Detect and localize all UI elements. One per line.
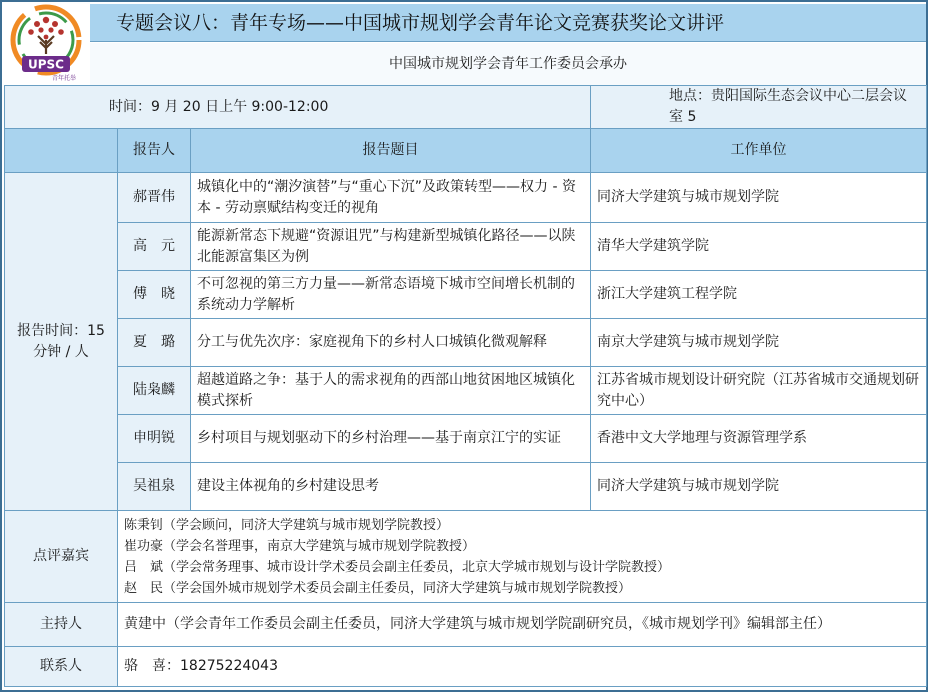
tree-logo-icon <box>4 4 88 84</box>
table-row <box>5 367 927 415</box>
report-topic: 超越道路之争：基于人的需求视角的西部山地贫困地区城镇化模式探析 <box>191 367 591 415</box>
speaker-name: 夏 璐 <box>118 319 191 367</box>
info-row <box>5 86 927 129</box>
speaker-name: 高 元 <box>118 223 191 271</box>
session-location: 地点：贵阳国际生态会议中心二层会议室 5 <box>591 86 927 129</box>
header-speaker: 报告人 <box>118 129 191 173</box>
header-affiliation: 工作单位 <box>591 129 927 173</box>
contact-row <box>5 647 927 687</box>
organizer-line: 中国城市规划学会青年工作委员会承办 <box>90 43 926 86</box>
speaker-affiliation: 浙江大学建筑工程学院 <box>591 271 927 319</box>
report-topic: 乡村项目与规划驱动下的乡村治理——基于南京江宁的实证 <box>191 415 591 463</box>
speaker-affiliation: 清华大学建筑学院 <box>591 223 927 271</box>
reviewer-item: 崔功豪（学会名誉理事，南京大学建筑与城市规划学院教授） <box>124 538 476 554</box>
table-row <box>5 271 927 319</box>
speaker-affiliation: 同济大学建筑与城市规划学院 <box>591 463 927 511</box>
contact-label: 联系人 <box>5 647 118 687</box>
header-blank <box>5 129 118 173</box>
speaker-name: 吴祖泉 <box>118 463 191 511</box>
report-time-note: 报告时间：15 分钟 / 人 <box>5 173 118 511</box>
reviewers-list <box>118 511 927 603</box>
contact-text: 骆 喜：18275224043 <box>118 647 927 687</box>
logo-subtext: 青年托举 <box>51 75 77 82</box>
reviewer-item: 陈秉钊（学会顾问，同济大学建筑与城市规划学院教授） <box>124 517 450 533</box>
report-topic: 不可忽视的第三方力量——新常态语境下城市空间增长机制的系统动力学解析 <box>191 271 591 319</box>
host-row <box>5 603 927 647</box>
reviewer-item: 吕 斌（学会常务理事、城市设计学术委员会副主任委员，北京大学城市规划与设计学院教授） <box>124 559 671 575</box>
page-title: 专题会议八：青年专场——中国城市规划学会青年论文竞赛获奖论文讲评 <box>90 4 926 42</box>
report-topic: 城镇化中的“潮汐演替”与“重心下沉”及政策转型——权力 - 资本 - 劳动禀赋结构变迁的视角 <box>191 173 591 223</box>
upsc-logo <box>4 4 88 84</box>
table-row <box>5 463 927 511</box>
host-label: 主持人 <box>5 603 118 647</box>
speaker-name: 傅 晓 <box>118 271 191 319</box>
speaker-affiliation: 香港中文大学地理与资源管理学系 <box>591 415 927 463</box>
speaker-name: 申明锐 <box>118 415 191 463</box>
header-topic: 报告题目 <box>191 129 591 173</box>
reviewers-row <box>5 511 927 603</box>
table-row <box>5 415 927 463</box>
table-row <box>5 173 927 223</box>
report-topic: 分工与优先次序：家庭视角下的乡村人口城镇化微观解释 <box>191 319 591 367</box>
speaker-affiliation: 南京大学建筑与城市规划学院 <box>591 319 927 367</box>
reviewer-item: 赵 民（学会国外城市规划学术委员会副主任委员，同济大学建筑与城市规划学院教授） <box>124 580 632 596</box>
speaker-name: 陆枭麟 <box>118 367 191 415</box>
table-row <box>5 223 927 271</box>
speaker-affiliation: 江苏省城市规划设计研究院（江苏省城市交通规划研究中心） <box>591 367 927 415</box>
speaker-affiliation: 同济大学建筑与城市规划学院 <box>591 173 927 223</box>
host-text: 黄建中（学会青年工作委员会副主任委员，同济大学建筑与城市规划学院副研究员，《城市规划学刊》编辑部主任） <box>118 603 927 647</box>
table-row <box>5 319 927 367</box>
speaker-name: 郝晋伟 <box>118 173 191 223</box>
logo-text: UPSC <box>28 57 64 72</box>
session-time: 时间：9 月 20 日上午 9:00-12:00 <box>5 86 591 129</box>
reviewers-label: 点评嘉宾 <box>5 511 118 603</box>
report-topic: 建设主体视角的乡村建设思考 <box>191 463 591 511</box>
table-header-row <box>5 129 927 173</box>
report-topic: 能源新常态下规避“资源诅咒”与构建新型城镇化路径——以陕北能源富集区为例 <box>191 223 591 271</box>
agenda-table <box>4 85 927 687</box>
